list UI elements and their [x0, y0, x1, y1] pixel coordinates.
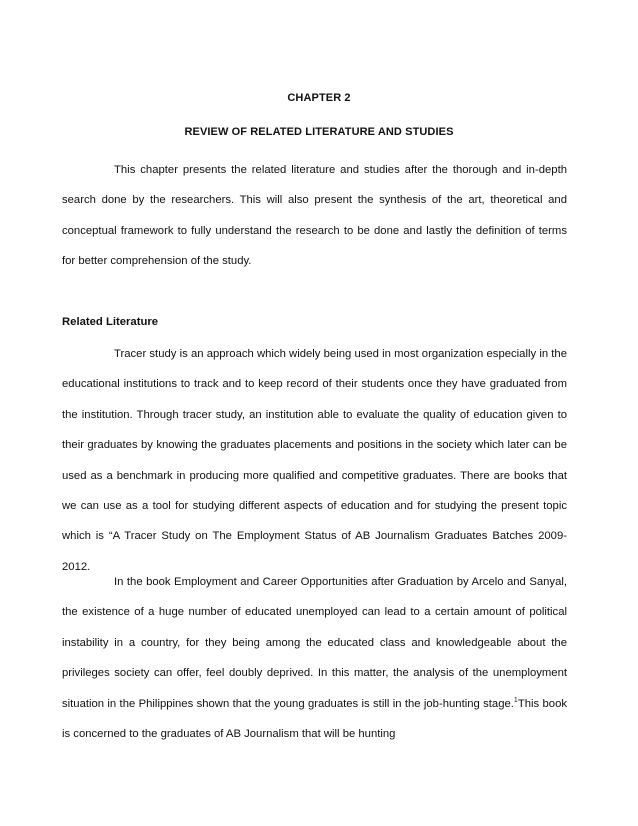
intro-paragraph: This chapter presents the related literature and studies after the thorough and in-depth search done by the researchers. This will also present the synthesis of the art, theoretical and conceptual framework to fully understand the research to be done and lastly the definition of terms for better comprehension of the study.: [62, 164, 567, 268]
chapter-title: REVIEW OF RELATED LITERATURE AND STUDIES: [184, 126, 454, 138]
chapter-label: CHAPTER 2: [287, 92, 351, 104]
section-heading-related-literature: Related Literature: [62, 316, 159, 328]
related-literature-paragraph-1: Tracer study is an approach which widely being used in most organization especially in the educational institutions to track and to keep record of their students once they have graduated from the institution. Through tracer study, an institution able to evaluate the quality of education given to their graduates by knowing the graduates placements and positions in the society which later can be used as a benchmark in producing more qualified and competitive graduates. There are books that we can use as a tool for studying different aspects of education and for studying the present topic which is “A Tracer Study on The Employment Status of AB Journalism Graduates Batches 2009-2012.: [62, 348, 567, 573]
paragraph-text-part-2: This book is concerned to the graduates of AB Journalism that will be hunting: [62, 697, 567, 741]
paragraph-text-part-1: In the book Employment and Career Opportunities after Graduation by Arcelo and Sanyal, the existence of a huge number of educated unemployed can lead to a certain amount of political instability in a country, for they being among the educated class and knowledgeable about the privileges society can offer, feel doubly deprived. In this matter, the analysis of the unemployment situation in the Philippines shown that the young graduates is still in the job-hunting stage.: [62, 576, 567, 710]
related-literature-paragraph-2: [62, 567, 567, 749]
footnote-marker: 1: [513, 696, 518, 704]
